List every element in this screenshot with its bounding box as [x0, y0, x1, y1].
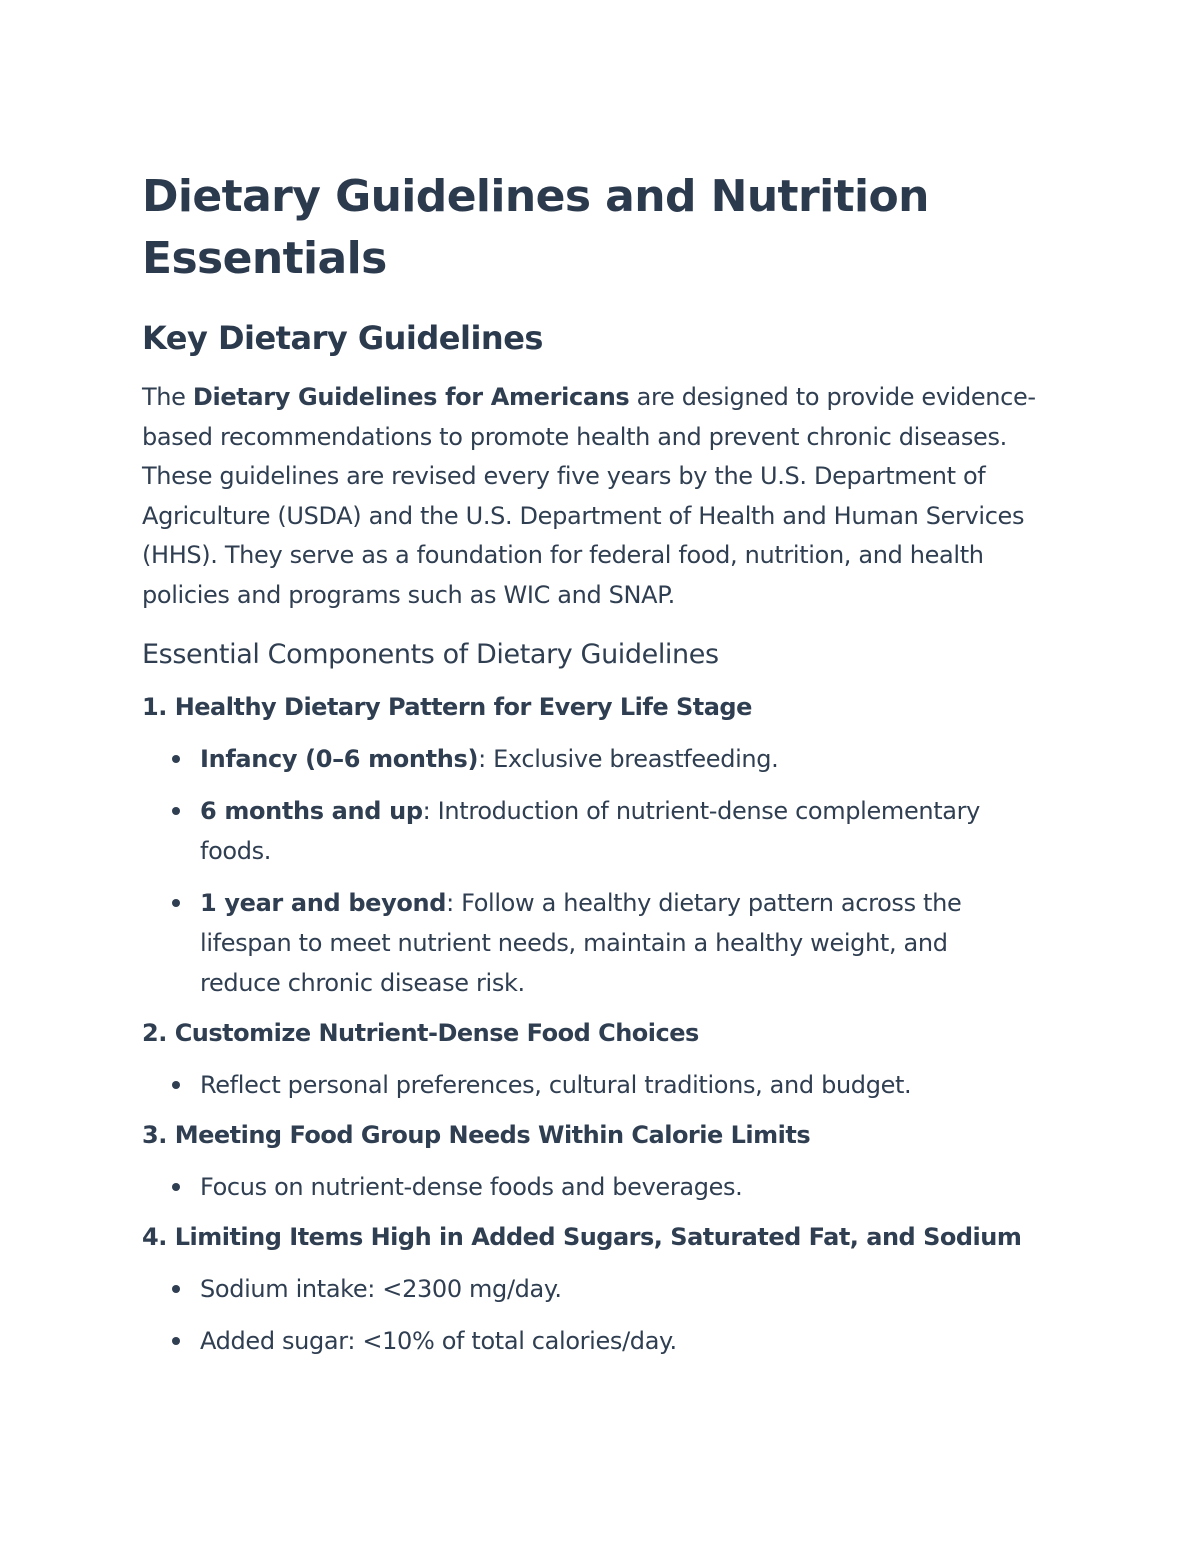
item-text: : Follow a healthy dietary pattern across the lifespan to meet nutrient needs, maintain a healthy weight, and reduce chronic disease risk.: [200, 889, 962, 997]
step-number: 2.: [142, 1019, 167, 1047]
step-title: Limiting Items High in Added Sugars, Saturated Fat, and Sodium: [174, 1223, 1022, 1251]
list-item: [142, 1321, 1012, 1361]
guideline-step: [142, 1115, 1062, 1207]
intro-paragraph: [142, 378, 1062, 615]
document-page: [142, 166, 1062, 1361]
bullet-icon: [172, 807, 180, 815]
section-heading: Key Dietary Guidelines: [142, 319, 543, 357]
step-title: Customize Nutrient-Dense Food Choices: [174, 1019, 699, 1047]
item-label: 6 months and up: [200, 797, 423, 825]
guideline-step: [142, 687, 1062, 1003]
step-number: 1.: [142, 693, 167, 721]
step-title: Meeting Food Group Needs Within Calorie Limits: [174, 1121, 811, 1149]
subsection-heading: Essential Components of Dietary Guidelines: [142, 639, 719, 670]
step-title: Healthy Dietary Pattern for Every Life Stage: [174, 693, 752, 721]
step-items: [142, 1269, 1062, 1361]
item-label: Infancy (0–6 months): [200, 745, 479, 773]
bullet-icon: [172, 899, 180, 907]
intro-bold-term: Dietary Guidelines for Americans: [192, 383, 630, 411]
item-text: : Introduction of nutrient-dense complementary foods.: [200, 797, 981, 865]
item-text: Focus on nutrient-dense foods and beverages.: [200, 1173, 743, 1201]
item-text: : Exclusive breastfeeding.: [478, 745, 779, 773]
step-heading: [142, 687, 1062, 727]
page-title: Dietary Guidelines and Nutrition Essentials: [142, 171, 929, 284]
step-items: [142, 1065, 1062, 1105]
item-text: Added sugar: <10% of total calories/day.: [200, 1327, 677, 1355]
step-heading: [142, 1217, 1062, 1257]
list-item: [142, 883, 1012, 1003]
item-label: 1 year and beyond: [200, 889, 447, 917]
guideline-step: [142, 1217, 1062, 1361]
item-text: Sodium intake: <2300 mg/day.: [200, 1275, 562, 1303]
bullet-icon: [172, 1285, 180, 1293]
step-number: 4.: [142, 1223, 167, 1251]
intro-rest: are designed to provide evidence-based recommendations to promote health and prevent chronic diseases. These guidelines are revised every five years by the U.S. Department of Agriculture (USDA) and the U.S. Department of Health and Human Services (HHS). They serve as a foundation for federal food, nutrition, and health policies and programs such as WIC and SNAP.: [142, 383, 1036, 609]
step-items: [142, 1167, 1062, 1207]
list-item: [142, 1065, 1012, 1105]
step-heading: [142, 1013, 1062, 1053]
list-item: [142, 1167, 1012, 1207]
step-number: 3.: [142, 1121, 167, 1149]
bullet-icon: [172, 1337, 180, 1345]
bullet-icon: [172, 1081, 180, 1089]
guideline-steps-list: [142, 687, 1062, 1361]
bullet-icon: [172, 1183, 180, 1191]
item-text: Reflect personal preferences, cultural traditions, and budget.: [200, 1071, 912, 1099]
intro-prefix: The: [142, 383, 193, 411]
step-items: [142, 739, 1062, 1003]
step-heading: [142, 1115, 1062, 1155]
list-item: [142, 1269, 1012, 1309]
guideline-step: [142, 1013, 1062, 1105]
bullet-icon: [172, 755, 180, 763]
list-item: [142, 739, 1012, 779]
list-item: [142, 791, 1012, 871]
